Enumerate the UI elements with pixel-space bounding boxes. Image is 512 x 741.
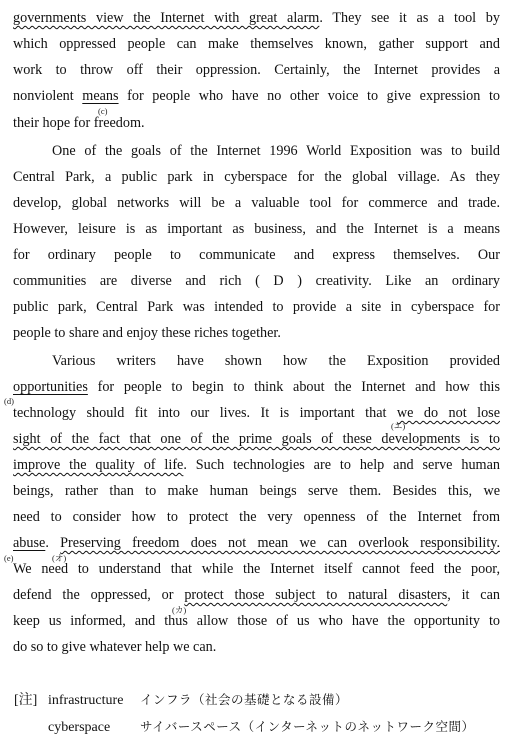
marker-o: (オ)	[52, 553, 67, 563]
passage-line: We need to understand that while the Internet itself cannot feed the poor,	[13, 561, 500, 577]
passage-line: technology should fit into our lives. It is important that we do not lose	[13, 405, 500, 421]
passage-line: defend the oppressed, or protect those subject to natural disasters, it can	[13, 587, 500, 603]
passage-line: work to throw off their oppression. Certainly, the Internet provides a	[13, 62, 500, 78]
passage-line: communities are diverse and rich ( D ) creativity. Like an ordinary	[13, 273, 500, 289]
wavy-underlined-phrase: we do not lose	[396, 405, 500, 421]
passage-line: One of the goals of the Internet 1996 World Exposition was to build	[52, 143, 500, 159]
underlined-word-abuse: abuse	[13, 535, 46, 551]
passage-line: for ordinary people to communicate and express themselves. Our	[13, 247, 500, 263]
passage-line: their hope for freedom.	[13, 115, 145, 131]
note-term: infrastructure	[48, 693, 124, 708]
passage-line: abuse. Preserving freedom does not mean we can overlook responsibility.	[13, 535, 500, 551]
passage-line: Various writers have shown how the Exposition provided	[52, 353, 500, 369]
underlined-word-means: means	[82, 88, 119, 104]
note-row	[14, 690, 348, 710]
wavy-underlined-phrase: sight of the fact that one of the prime goals of these developments is to	[13, 431, 500, 447]
marker-d: (d)	[4, 396, 14, 406]
passage-line: develop, global networks will be a valuable tool for commerce and trade.	[13, 195, 500, 211]
passage-line: people to share and enjoy these riches together.	[13, 325, 281, 341]
passage-line: However, leisure is as important as business, and the Internet is a means	[13, 221, 500, 237]
wavy-underlined-phrase: Preserving freedom does not mean we can overlook responsibility.	[60, 535, 500, 551]
marker-e2: (e)	[4, 553, 14, 563]
marker-ka: (カ)	[172, 605, 187, 615]
passage-line: opportunities for people to begin to think about the Internet and how this	[13, 379, 500, 395]
wavy-underlined-phrase: governments view the Internet with great alarm	[13, 10, 320, 26]
note-gloss: サイバースペース（インターネットのネットワーク空間）	[140, 719, 475, 734]
note-bracket: [注]	[14, 693, 38, 708]
passage-line: beings, rather than to make human beings serve them. Besides this, we	[13, 483, 500, 499]
passage-line: which oppressed people can make themselves known, gather support and	[13, 36, 500, 52]
wavy-underlined-phrase: improve the quality of life	[13, 457, 184, 473]
note-row	[14, 717, 475, 737]
passage-line: public park, Central Park was intended to provide a site in cyberspace for	[13, 299, 500, 315]
passage-line	[13, 429, 500, 449]
marker-e: (エ)	[391, 421, 406, 431]
underlined-word-opportunities: opportunities	[13, 379, 88, 395]
passage-line: Central Park, a public park in cyberspace for the global village. As they	[13, 169, 500, 185]
passage-line: governments view the Internet with great alarm. They see it as a tool by	[13, 10, 500, 26]
note-term: cyberspace	[48, 720, 111, 735]
passage-line: nonviolent means for people who have no other voice to give expression to	[13, 88, 501, 104]
passage-line: do so to give whatever help we can.	[13, 639, 217, 655]
passage-line: keep us informed, and thus allow those of us who have the opportunity to	[13, 613, 500, 629]
note-gloss: インフラ（社会の基礎となる設備）	[140, 692, 349, 707]
passage-line: improve the quality of life. Such technologies are to help and serve human	[13, 457, 500, 473]
marker-c: (c)	[98, 106, 108, 116]
passage-line: need to consider how to protect the very openness of the Internet from	[13, 509, 500, 525]
wavy-underlined-phrase: protect those subject to natural disasters	[184, 587, 448, 603]
